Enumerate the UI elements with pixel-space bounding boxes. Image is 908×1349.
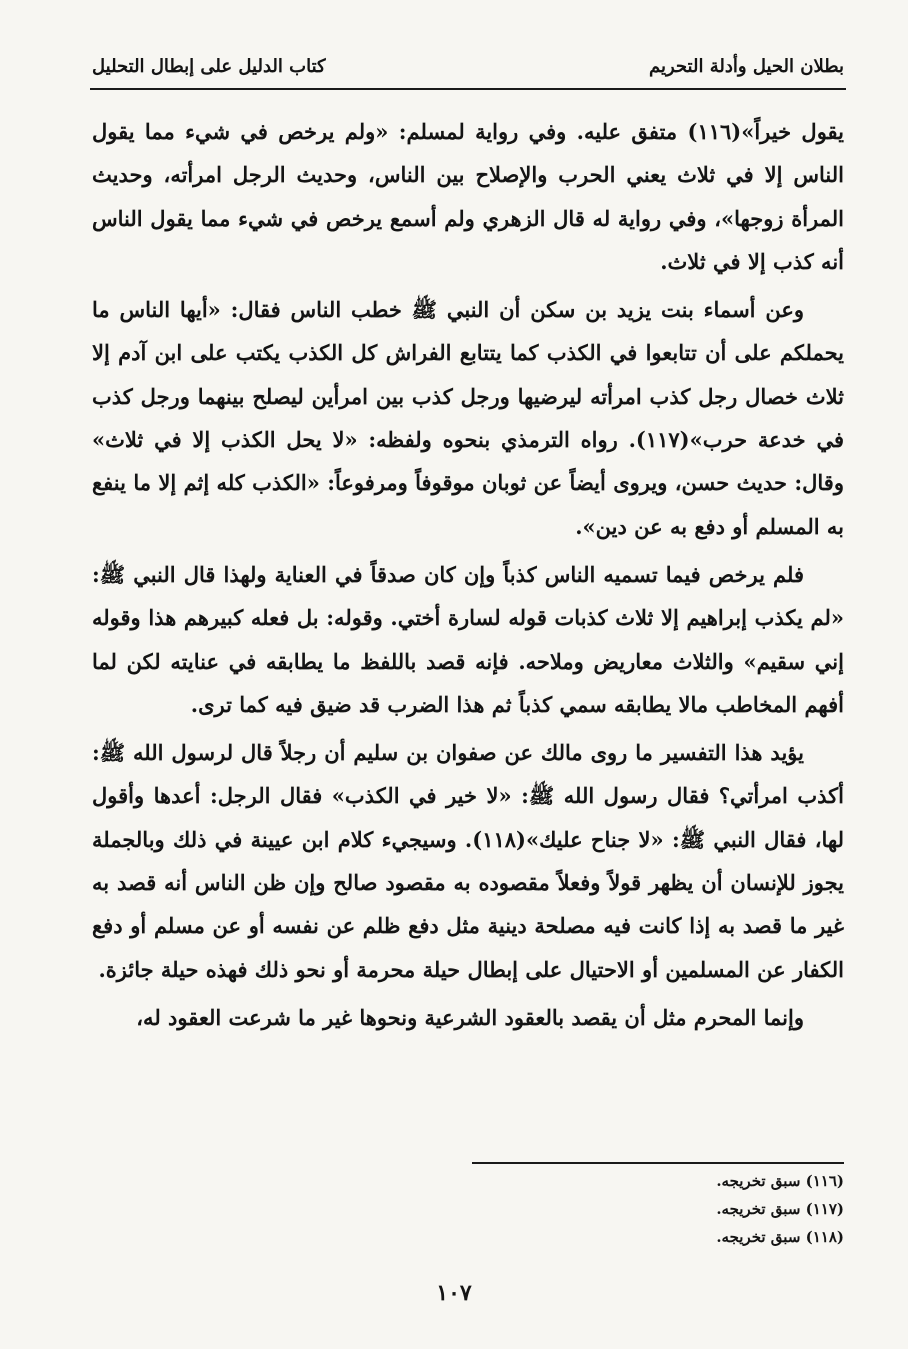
footnote: (١١٦) سبق تخريجه. <box>716 1172 844 1190</box>
page-number: ١٠٧ <box>436 1280 472 1306</box>
running-header <box>92 46 844 86</box>
paragraph: وعن أسماء بنت يزيد بن سكن أن النبي ﷺ خطب الناس فقال: «أيها الناس ما يحملكم على أن تتابعوا في الكذب كما يتتابع الفراش كل الكذب يكتب على ابن آدم إلا ثلاث خصال رجل كذب امرأته ليرضيها ورجل كذب بين امرأين ليصلح بينهما ورجل كذب في خدعة حرب»(١١٧). رواه الترمذي بنحوه ولفظه: «لا يحل الكذب إلا في ثلاث» وقال: حديث حسن، ويروى أيضاً عن ثوبان موقوفاً ومرفوعاً: «الكذب كله إثم إلا ما ينفع به المسلم أو دفع به عن دين». <box>92 297 844 539</box>
header-left-title: كتاب الدليل على إبطال التحليل <box>92 55 326 77</box>
header-divider <box>90 88 846 90</box>
footnote: (١١٨) سبق تخريجه. <box>716 1228 844 1246</box>
footnotes <box>560 1167 844 1251</box>
paragraph: يقول خيراً»(١١٦) متفق عليه. وفي رواية لمسلم: «ولم يرخص في شيء مما يقول الناس إلا في ثلاث يعني الحرب والإصلاح بين الناس، وحديث الرجل امرأته، وحديث المرأة زوجها»، وفي رواية له قال الزهري ولم أسمع يرخص في شيء مما يقول الناس أنه كذب إلا في ثلاث. <box>92 119 845 274</box>
main-text <box>92 110 844 1039</box>
footnote-divider <box>472 1162 844 1164</box>
footnote: (١١٧) سبق تخريجه. <box>716 1200 844 1218</box>
paragraph: فلم يرخص فيما تسميه الناس كذباً وإن كان صدقاً في العناية ولهذا قال النبي ﷺ: «لم يكذب إبراهيم إلا ثلاث كذبات قوله لسارة أختي. وقوله: بل فعله كبيرهم هذا وقوله إني سقيم» والثلاث معاريض وملاحه. فإنه قصد باللفظ ما يطابقه في عنايته لكن لما أفهم المخاطب مالا يطابقه سمي كذباً ثم هذا الضرب قد ضيق فيه كما ترى. <box>92 561 844 717</box>
paragraph: وإنما المحرم مثل أن يقصد بالعقود الشرعية ونحوها غير ما شرعت العقود له، <box>136 1004 804 1030</box>
header-right-title: بطلان الحيل وأدلة التحريم <box>648 55 844 77</box>
paragraph: يؤيد هذا التفسير ما روى مالك عن صفوان بن سليم أن رجلاً قال لرسول الله ﷺ: أكذب امرأتي؟ فقال رسول الله ﷺ: «لا خير في الكذب» فقال الرجل: أعدها وأقول لها، فقال النبي ﷺ: «لا جناح عليك»(١١٨). وسيجيء كلام ابن عيينة في ذلك وبالجملة يجوز للإنسان أن يظهر قولاً وفعلاً مقصوده به مقصود صالح وإن ظن الناس أنه قصد به غير ما قصد به إذا كانت فيه مصلحة دينية مثل دفع ظلم عن نفسه أو عن مسلم أو دفع الكفار عن المسلمين أو الاحتيال على إبطال حيلة محرمة أو نحو ذلك فهذه حيلة جائزة. <box>92 740 845 982</box>
